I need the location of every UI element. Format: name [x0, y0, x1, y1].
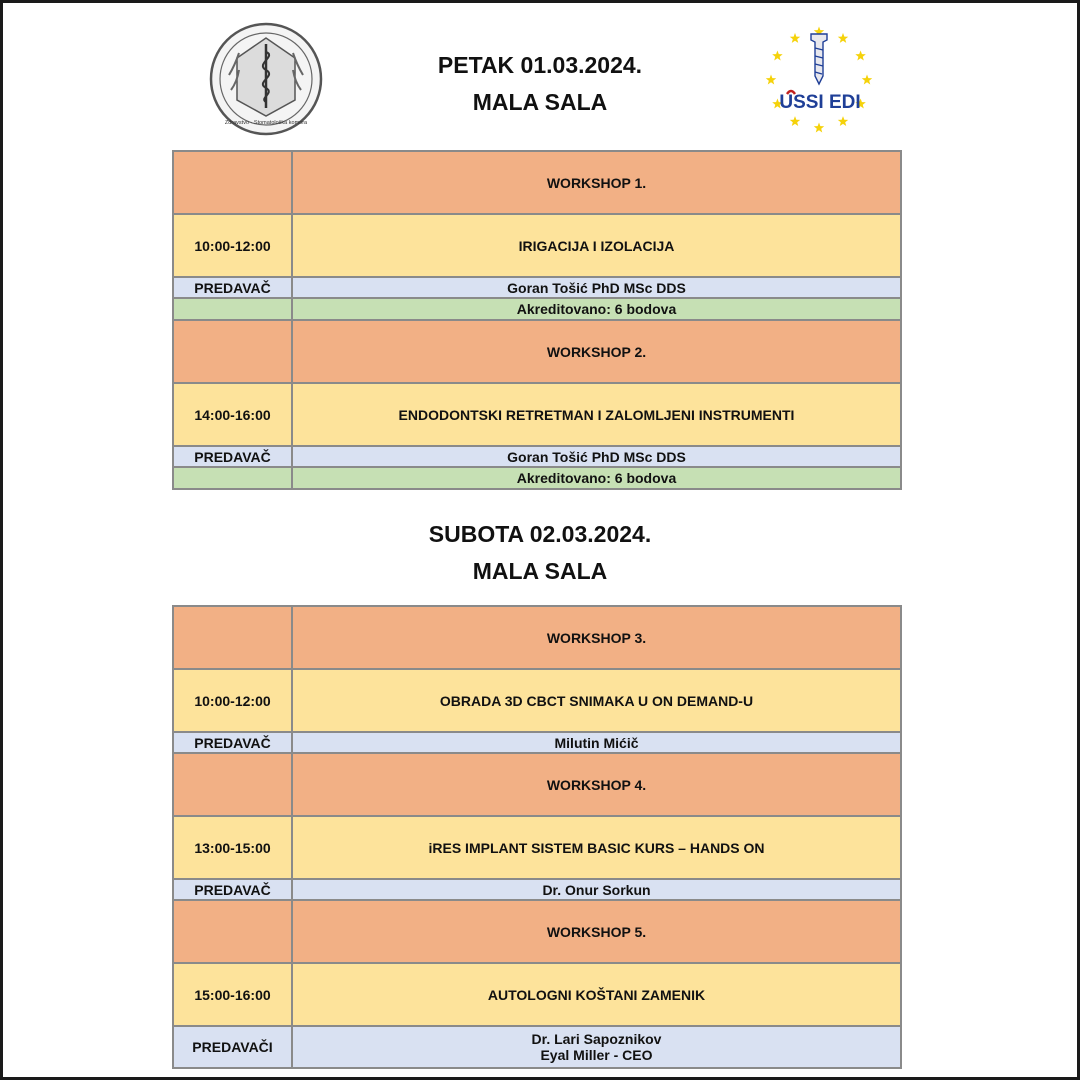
lecturer-label: PREDAVAČI	[173, 1026, 292, 1068]
table-row	[173, 879, 901, 900]
logo-wordmark: USSI EDI	[779, 92, 861, 113]
empty-cell	[173, 298, 292, 320]
lecturer-cell: Milutin Mićič	[292, 732, 901, 753]
seal-text: Zdravstvo · Stomatološka komora	[224, 120, 308, 126]
time-cell: 10:00-12:00	[173, 669, 292, 732]
friday-room: MALA SALA	[472, 89, 608, 115]
topic-cell: iRES IMPLANT SISTEM BASIC KURS – HANDS ON	[292, 816, 901, 879]
table-row	[173, 151, 901, 214]
star-icon	[814, 123, 824, 133]
empty-cell	[173, 467, 292, 489]
table-row	[173, 900, 901, 963]
accreditation-cell: Akreditovano: 6 bodova	[292, 298, 901, 320]
topic-cell: OBRADA 3D CBCT SNIMAKA U ON DEMAND-U	[292, 669, 901, 732]
lecturer-label: PREDAVAČ	[173, 277, 292, 298]
topic-cell: ENDODONTSKI RETRETMAN I ZALOMLJENI INSTRUMENTI	[292, 383, 901, 446]
saturday-room: MALA SALA	[472, 558, 608, 584]
table-row	[173, 277, 901, 298]
lecturer-name: Dr. Lari Sapoznikov	[531, 1031, 662, 1047]
table-row	[173, 467, 901, 489]
table-row	[173, 963, 901, 1026]
workshop-header: WORKSHOP 5.	[292, 900, 901, 963]
table-row	[173, 606, 901, 669]
empty-cell	[173, 320, 292, 383]
lecturer-cell: Goran Tošić PhD MSc DDS	[292, 277, 901, 298]
topic-cell: IRIGACIJA I IZOLACIJA	[292, 214, 901, 277]
star-icon	[790, 33, 800, 43]
workshop-header: WORKSHOP 4.	[292, 753, 901, 816]
table-row	[173, 1026, 901, 1068]
lecturer-label: PREDAVAČ	[173, 879, 292, 900]
saturday-title: SUBOTA 02.03.2024.	[428, 521, 652, 547]
friday-title: PETAK 01.03.2024.	[437, 52, 643, 78]
lecturer-label: PREDAVAČ	[173, 732, 292, 753]
workshop-header: WORKSHOP 1.	[292, 151, 901, 214]
table-row	[173, 383, 901, 446]
table-row	[173, 214, 901, 277]
empty-cell	[173, 753, 292, 816]
empty-cell	[173, 900, 292, 963]
lecturer-cell	[292, 1026, 901, 1068]
accreditation-cell: Akreditovano: 6 bodova	[292, 467, 901, 489]
topic-cell: AUTOLOGNI KOŠTANI ZAMENIK	[292, 963, 901, 1026]
table-row	[173, 298, 901, 320]
empty-cell	[173, 151, 292, 214]
friday-schedule-table	[172, 150, 902, 490]
table-row	[173, 446, 901, 467]
workshop-header: WORKSHOP 2.	[292, 320, 901, 383]
table-row	[173, 753, 901, 816]
time-cell: 14:00-16:00	[173, 383, 292, 446]
star-icon	[838, 33, 848, 43]
empty-cell	[173, 606, 292, 669]
lecturer-cell: Goran Tošić PhD MSc DDS	[292, 446, 901, 467]
table-row	[173, 669, 901, 732]
time-cell: 13:00-15:00	[173, 816, 292, 879]
saturday-schedule-table	[172, 605, 902, 1069]
time-cell: 10:00-12:00	[173, 214, 292, 277]
workshop-header: WORKSHOP 3.	[292, 606, 901, 669]
lecturer-label: PREDAVAČ	[173, 446, 292, 467]
lecturer-name: Eyal Miller - CEO	[540, 1047, 653, 1063]
lecturer-cell: Dr. Onur Sorkun	[292, 879, 901, 900]
table-row	[173, 320, 901, 383]
time-cell: 15:00-16:00	[173, 963, 292, 1026]
table-row	[173, 816, 901, 879]
table-row	[173, 732, 901, 753]
